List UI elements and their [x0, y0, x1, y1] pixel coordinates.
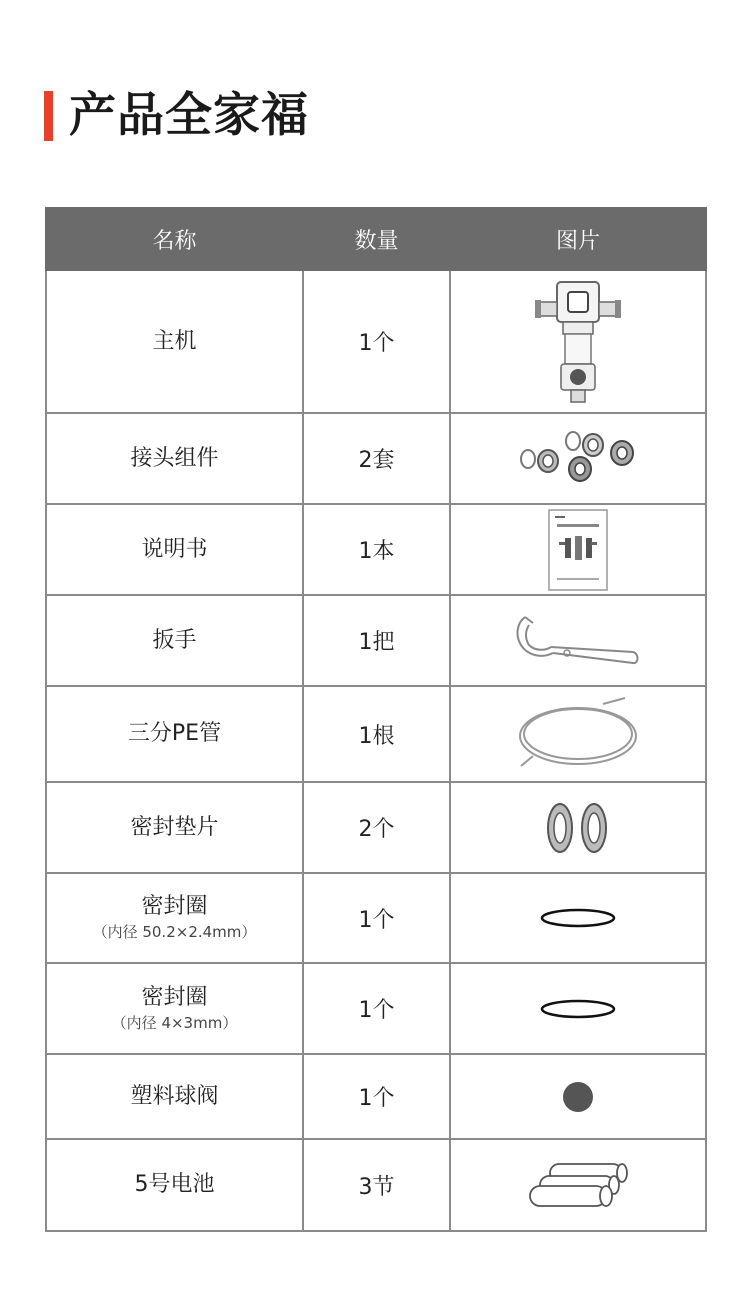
item-qty: 1把: [303, 595, 450, 686]
aa-batteries-image: [526, 1160, 630, 1210]
item-qty: 3节: [303, 1139, 450, 1231]
item-image-cell: [450, 873, 706, 963]
item-qty: 1个: [303, 963, 450, 1054]
item-name: 主机: [152, 328, 197, 354]
item-name: 三分PE管: [127, 721, 222, 746]
plastic-ball-image: [561, 1080, 595, 1114]
item-qty: 2套: [303, 413, 450, 504]
table-row: [46, 1054, 706, 1139]
item-image-cell: [450, 686, 706, 782]
column-header-image: 图片: [450, 208, 706, 270]
table-row: [46, 686, 706, 782]
table-row: [46, 963, 706, 1054]
item-image-cell: [450, 1139, 706, 1231]
o-ring-image: [538, 906, 618, 930]
gasket-pair-image: [543, 798, 613, 858]
item-qty: 1个: [303, 1054, 450, 1139]
table-row: [46, 873, 706, 963]
item-spec: （内径 4×3mm）: [111, 1013, 238, 1032]
wrench-image: [513, 609, 643, 673]
item-qty: 1本: [303, 504, 450, 595]
item-name-cell: [46, 1054, 303, 1139]
item-image-cell: [450, 595, 706, 686]
item-qty: 1个: [303, 270, 450, 413]
item-name-cell: [46, 782, 303, 873]
o-ring-image: [538, 997, 618, 1021]
connector-fittings-image: [518, 429, 638, 489]
item-qty: 1根: [303, 686, 450, 782]
item-name-cell: [46, 1139, 303, 1231]
table-header-row: [46, 208, 706, 270]
item-image-cell: [450, 1054, 706, 1139]
item-name: 密封圈: [141, 984, 208, 1010]
item-name-cell: [46, 504, 303, 595]
section-title: [44, 88, 309, 144]
pe-tube-coil-image: [513, 694, 643, 774]
item-spec: （内径 50.2×2.4mm）: [92, 923, 257, 941]
item-name: 5号电池: [134, 1172, 215, 1197]
table-row: [46, 413, 706, 504]
item-qty: 1个: [303, 873, 450, 963]
item-name-cell: [46, 595, 303, 686]
item-name: 塑料球阀: [130, 1083, 219, 1109]
item-image-cell: [450, 963, 706, 1054]
item-image-cell: [450, 782, 706, 873]
title-accent-bar: [44, 91, 53, 141]
page-title: 产品全家福: [69, 88, 309, 143]
parts-table: [45, 207, 707, 1232]
manual-booklet-image: [547, 508, 609, 592]
item-name-cell: [46, 413, 303, 504]
table-row: [46, 595, 706, 686]
table-row: [46, 270, 706, 413]
filter-unit-image: [533, 278, 623, 406]
item-name-cell: [46, 873, 303, 963]
column-header-name: 名称: [46, 208, 303, 270]
item-name: 说明书: [141, 536, 208, 562]
item-name: 密封垫片: [130, 814, 219, 840]
item-name-cell: [46, 686, 303, 782]
table-row: [46, 504, 706, 595]
item-image-cell: [450, 504, 706, 595]
column-header-qty: 数量: [303, 208, 450, 270]
table-row: [46, 1139, 706, 1231]
table-row: [46, 782, 706, 873]
item-name: 密封圈: [141, 894, 208, 919]
item-image-cell: [450, 413, 706, 504]
item-name: 接头组件: [130, 445, 219, 471]
item-qty: 2个: [303, 782, 450, 873]
item-image-cell: [450, 270, 706, 413]
item-name: 扳手: [152, 627, 197, 653]
item-name-cell: [46, 963, 303, 1054]
item-name-cell: [46, 270, 303, 413]
